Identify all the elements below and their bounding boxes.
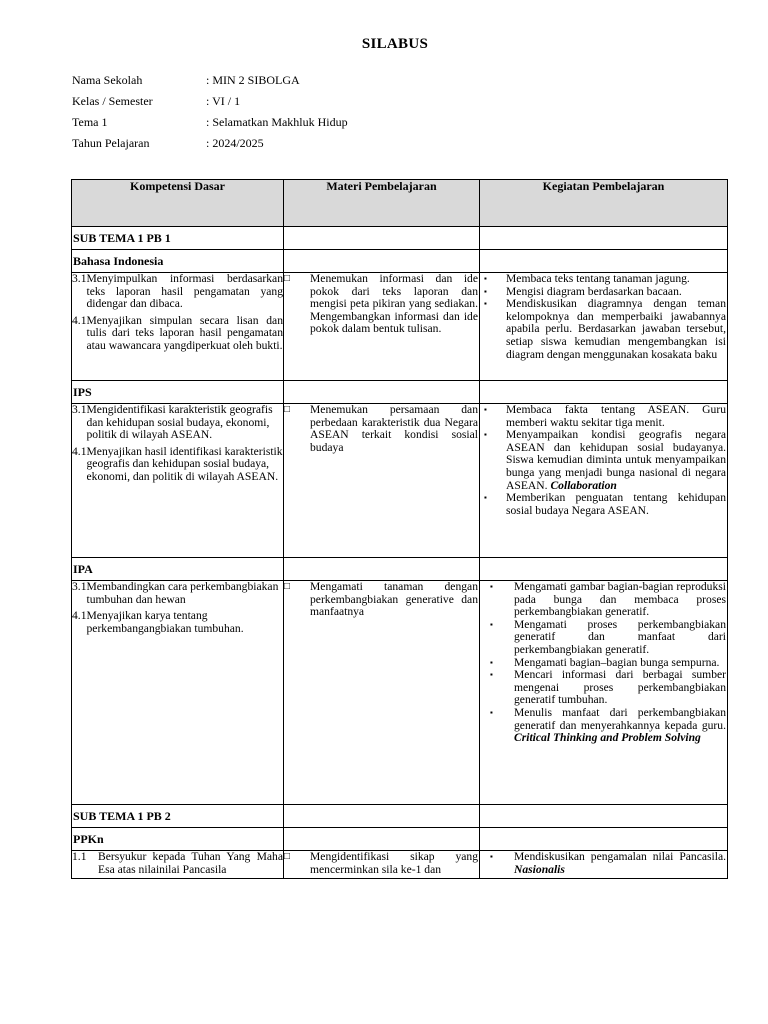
list-item: ▪ Mendiskusikan diagramnya dengan teman kelompoknya dan memperbaiki jawabannya apabila perlu. Berdasarkan jawaban tersebut, setiap siswa kemudian mengembangkan isi diagram dengan menggunakan kosakata baku bbox=[480, 298, 726, 361]
info-row-theme bbox=[72, 115, 348, 136]
materi-cell: □ Menemukan persamaan dan perbedaan karakteristik dua Negara ASEAN terkait kondisi sosial budaya bbox=[284, 404, 480, 558]
list-item: ▪ Membaca fakta tentang ASEAN. Guru memberi waktu sekitar tiga menit. bbox=[480, 404, 726, 429]
info-row-year bbox=[72, 136, 348, 157]
character-value: Collaboration bbox=[550, 478, 617, 492]
kd-item: 3.1 Membandingkan cara perkembangbiakan tumbuhan dan hewan bbox=[72, 580, 279, 606]
list-item: ▪ Mendiskusikan pengamalan nilai Pancasila. Nasionalis bbox=[480, 851, 726, 876]
kd-item: 4.1 Menyajikan karya tentang perkembangangbiakan tumbuhan. bbox=[72, 609, 244, 635]
table-row bbox=[72, 828, 728, 851]
bullet-icon: ▪ bbox=[490, 670, 493, 680]
table-row bbox=[72, 581, 728, 805]
list-item: ▪ Mencari informasi dari berbagai sumber mengenai proses perkembangbiakan generatif tumbuhan. bbox=[480, 669, 726, 707]
kd-item: 4.1 Menyajikan simpulan secara lisan dan tulis dari teks laporan hasil pengamatan atau wawancara yangdiperkuat oleh bukti. bbox=[72, 313, 283, 352]
table-row bbox=[72, 558, 728, 581]
table-row bbox=[72, 381, 728, 404]
bullet-icon: ▪ bbox=[484, 430, 487, 440]
subject-heading: IPA bbox=[72, 558, 284, 581]
checkbox-icon: □ bbox=[284, 581, 291, 592]
info-label: Tahun Pelajaran bbox=[72, 136, 150, 150]
info-label: Tema 1 bbox=[72, 115, 108, 129]
subtema-heading: SUB TEMA 1 PB 2 bbox=[72, 805, 284, 828]
table-row bbox=[72, 273, 728, 381]
kd-item: 3.1 Menyimpulkan informasi berdasarkan teks laporan hasil pengamatan yang didengar dan dibaca. bbox=[72, 272, 283, 311]
bullet-icon: ▪ bbox=[490, 619, 493, 629]
subject-heading: IPS bbox=[72, 381, 284, 404]
bullet-icon: ▪ bbox=[490, 852, 493, 861]
checkbox-icon: □ bbox=[284, 851, 291, 862]
table-row bbox=[72, 404, 728, 558]
character-value: Nasionalis bbox=[514, 862, 565, 876]
kd-cell bbox=[72, 581, 284, 805]
subject-heading: PPKn bbox=[72, 828, 284, 851]
info-value: : 2024/2025 bbox=[206, 136, 264, 150]
document-title: SILABUS bbox=[361, 36, 429, 52]
character-value: Critical Thinking and Problem Solving bbox=[514, 731, 701, 745]
school-info bbox=[72, 73, 348, 157]
info-label: Nama Sekolah bbox=[72, 73, 143, 87]
kd-item: 1.1 Bersyukur kepada Tuhan Yang Maha Esa atas nilainilai Pancasila bbox=[72, 850, 283, 876]
header-kegiatan-pembelajaran: Kegiatan Pembelajaran bbox=[480, 180, 728, 227]
table-header-row bbox=[72, 180, 728, 227]
info-row-school bbox=[72, 73, 348, 94]
materi-cell: □ Mengidentifikasi sikap yang mencerminkan sila ke-1 dan bbox=[284, 851, 480, 879]
kd-item: 4.1 Menyajikan hasil identifikasi karakteristik geografis dan kehidupan sosial budaya, ekonomi, dan politik di wilayah ASEAN. bbox=[72, 444, 283, 483]
kegiatan-cell bbox=[480, 851, 728, 879]
list-item: ▪ Membaca teks tentang tanaman jagung. bbox=[480, 273, 726, 286]
table-row bbox=[72, 851, 728, 879]
kegiatan-cell bbox=[480, 404, 728, 558]
kd-cell bbox=[72, 273, 284, 381]
bullet-icon: ▪ bbox=[490, 707, 493, 717]
list-item: ▪ Memberikan penguatan tentang kehidupan sosial budaya Negara ASEAN. bbox=[480, 492, 726, 517]
table-row bbox=[72, 227, 728, 250]
list-item: ▪ Mengamati gambar bagian-bagian reproduksi pada bunga dan membaca proses perkembangbiakan generatif. bbox=[480, 581, 726, 619]
checkbox-icon: □ bbox=[284, 273, 291, 284]
kd-cell bbox=[72, 404, 284, 558]
info-value: : VI / 1 bbox=[206, 94, 241, 108]
checkbox-icon: □ bbox=[284, 404, 291, 415]
bullet-icon: ▪ bbox=[484, 286, 487, 296]
table-row bbox=[72, 805, 728, 828]
info-row-class bbox=[72, 94, 348, 115]
bullet-icon: ▪ bbox=[484, 405, 487, 414]
info-value: : MIN 2 SIBOLGA bbox=[206, 73, 300, 87]
subject-heading: Bahasa Indonesia bbox=[72, 250, 284, 273]
bullet-icon: ▪ bbox=[490, 582, 493, 591]
bullet-icon: ▪ bbox=[484, 299, 487, 309]
list-item: ▪ Mengamati bagian–bagian bunga sempurna. bbox=[480, 657, 726, 670]
kd-cell bbox=[72, 851, 284, 879]
list-item: ▪ Mengamati proses perkembangbiakan generatif dan manfaat dari perkembangbiakan generatif. bbox=[480, 619, 726, 657]
syllabus-table bbox=[71, 179, 728, 879]
bullet-icon: ▪ bbox=[484, 493, 487, 503]
kegiatan-cell bbox=[480, 581, 728, 805]
header-materi-pembelajaran: Materi Pembelajaran bbox=[284, 180, 480, 227]
bullet-icon: ▪ bbox=[484, 274, 487, 283]
table-row bbox=[72, 250, 728, 273]
materi-cell: □ Menemukan informasi dan ide pokok dari teks laporan dan mengisi peta pikiran yang sediakan. Mengembangkan informasi dan ide pokok dalam bentuk tulisan. bbox=[284, 273, 480, 381]
list-item: ▪ Menulis manfaat dari perkembangbiakan generatif dan menyerahkannya kepada guru. Critical Thinking and Problem Solving bbox=[480, 707, 726, 745]
list-item: ▪ Mengisi diagram berdasarkan bacaan. bbox=[480, 286, 726, 299]
subtema-heading: SUB TEMA 1 PB 1 bbox=[72, 227, 284, 250]
header-kompetensi-dasar: Kompetensi Dasar bbox=[72, 180, 284, 227]
bullet-icon: ▪ bbox=[490, 657, 493, 667]
list-item: ▪ Menyampaikan kondisi geografis negara ASEAN dan kehidupan sosial budayanya. Siswa kemudian diminta untuk menyampaikan bunga yang menjadi bunga nasional di negara ASEAN. Collaboration bbox=[480, 429, 726, 492]
materi-cell: □ Mengamati tanaman dengan perkembangbiakan generative dan manfaatnya bbox=[284, 581, 480, 805]
info-value: : Selamatkan Makhluk Hidup bbox=[206, 115, 348, 129]
info-label: Kelas / Semester bbox=[72, 94, 153, 108]
kd-item: 3.1 Mengidentifikasi karakteristik geografis dan kehidupan sosial budaya, ekonomi, politik di wilayah ASEAN. bbox=[72, 403, 273, 442]
kegiatan-cell bbox=[480, 273, 728, 381]
